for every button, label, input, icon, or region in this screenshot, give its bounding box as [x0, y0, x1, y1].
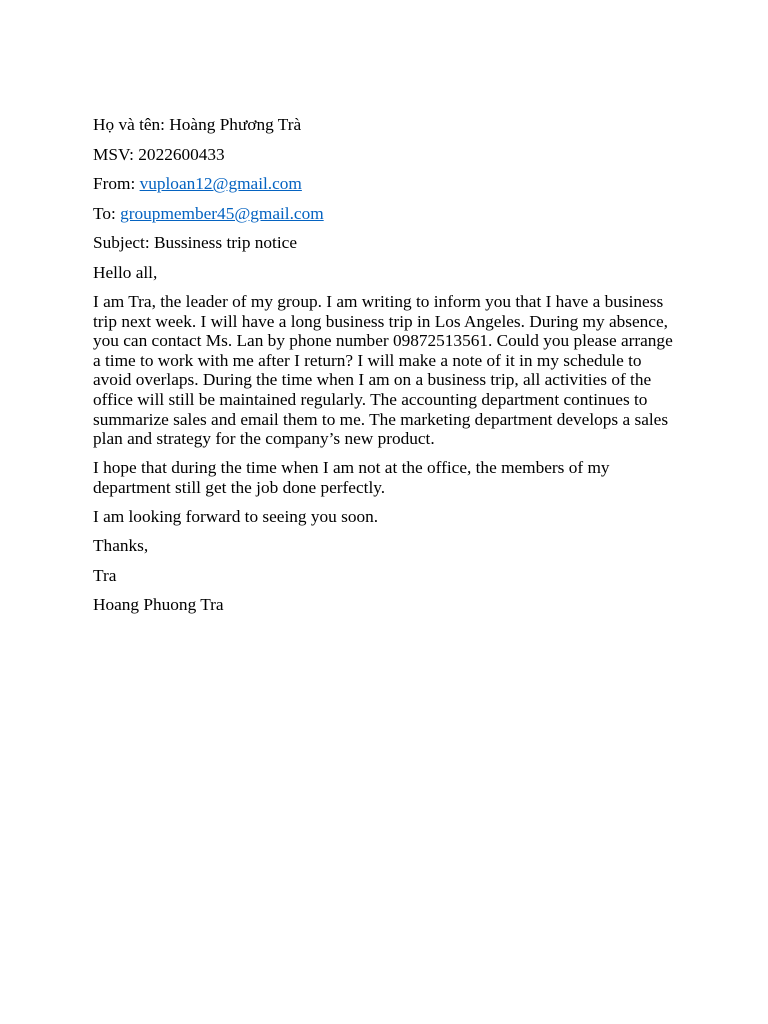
student-id-line: MSV: 2022600433 [93, 144, 225, 164]
body-paragraph: I am looking forward to seeing you soon. [93, 506, 379, 526]
signature-short: Tra [93, 565, 117, 585]
greeting: Hello all, [93, 262, 158, 282]
signature-full: Hoang Phuong Tra [93, 595, 224, 615]
from-email-link[interactable]: vuploan12@gmail.com [139, 174, 302, 193]
closing: Thanks, [93, 536, 149, 556]
body-paragraph: I am Tra, the leader of my group. I am writing to inform you that I have a business trip next week. I will have a long business trip in Los Angeles. During my absence, you can contact Ms. Lan by phone number 09872513561. Could you please arrange a time to work with me after I return? I will make a note of it in my schedule to avoid overlaps. During the time when I am on a business trip, all activities of the office will still be maintained regularly. The accounting department continues to summarize sales and email them to me. The marketing department develops a sales plan and strategy for the company’s new product. [93, 292, 673, 449]
from-label: From: [93, 174, 140, 193]
to-label: To: [93, 203, 121, 223]
from-line [93, 174, 678, 194]
subject-line: Subject: Bussiness trip notice [93, 233, 297, 252]
body-paragraph: I hope that during the time when I am not at the office, the members of my department still get the job done perfectly. [93, 458, 610, 497]
to-email-link[interactable]: groupmember45@gmail.com [120, 203, 324, 223]
to-line [93, 204, 678, 224]
student-name-line: Họ và tên: Hoàng Phương Trà [93, 115, 302, 134]
document-page [93, 115, 678, 625]
